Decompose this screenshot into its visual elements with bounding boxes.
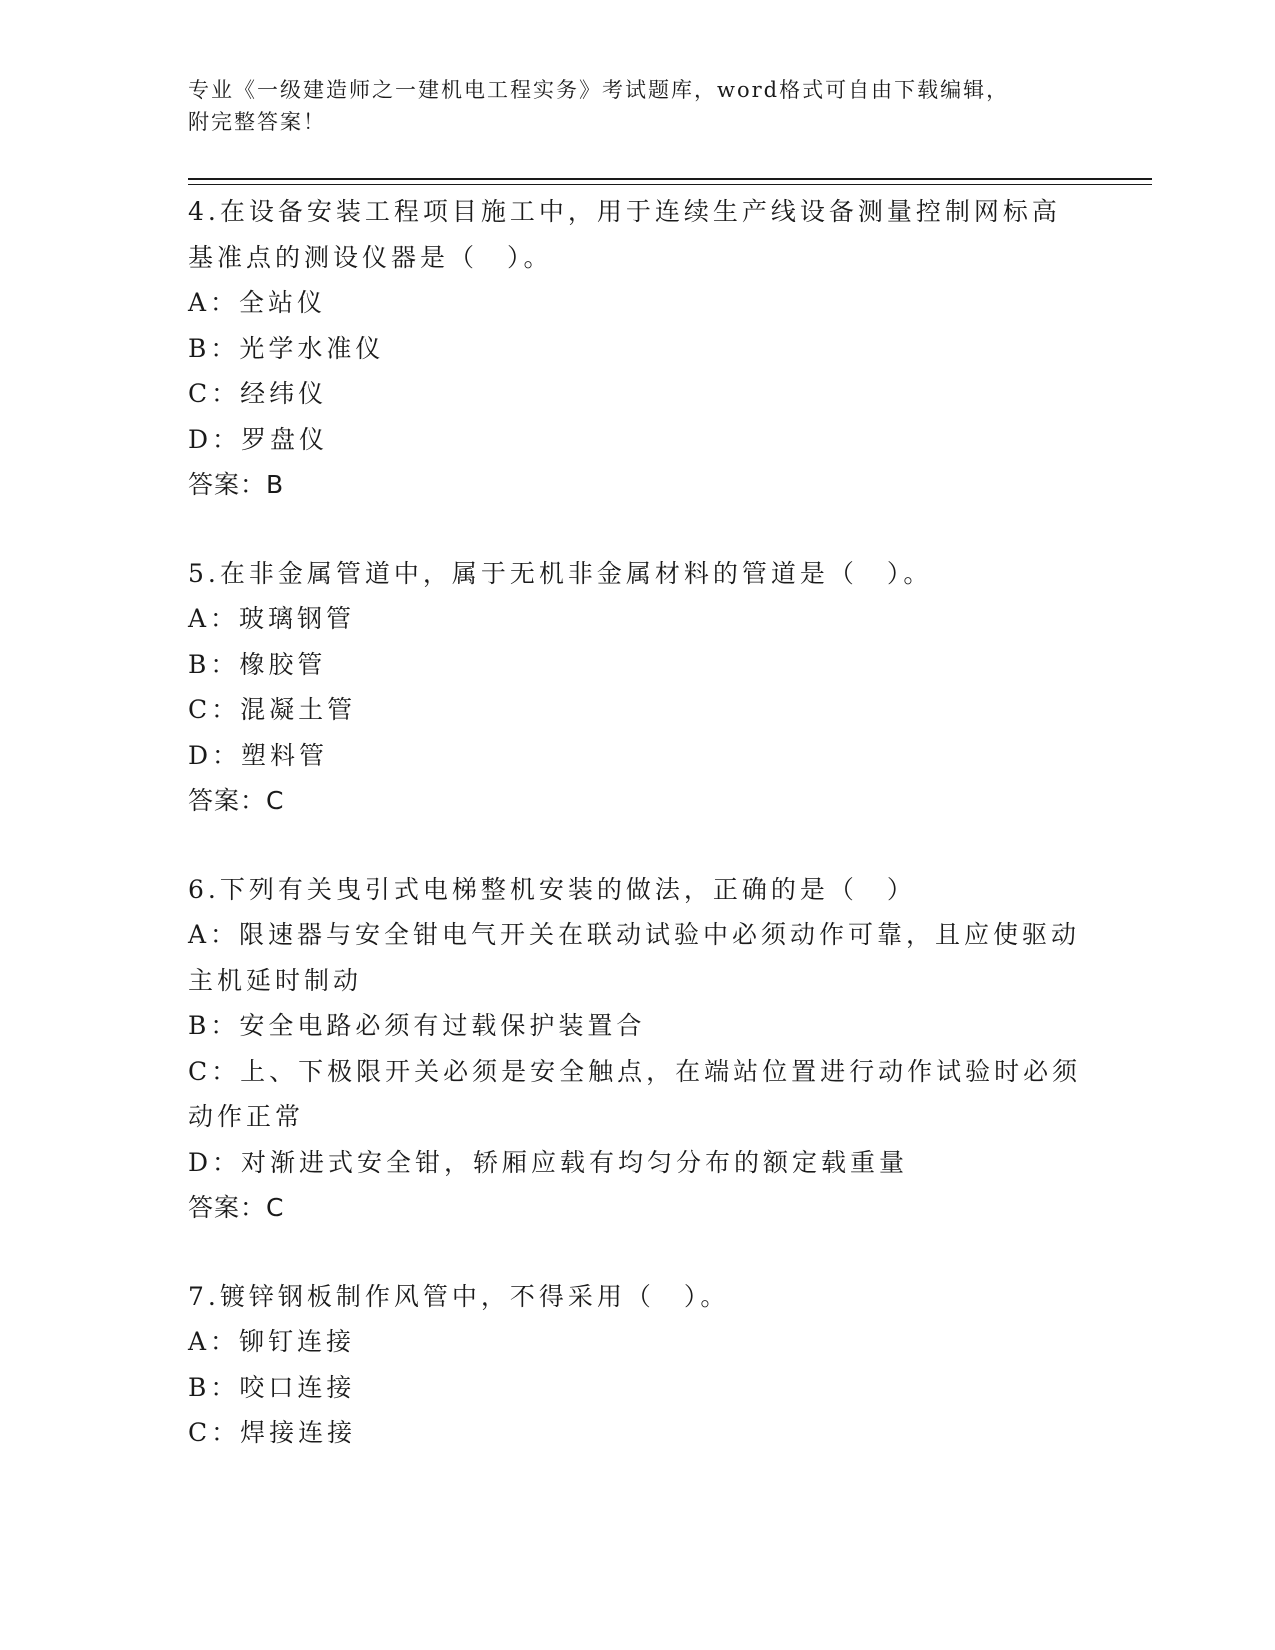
correct-answer: 答案：C [188,1193,285,1222]
question-stem-line: 6.下列有关曳引式电梯整机安装的做法，正确的是（ ） [188,874,916,904]
answer-option-line: B：橡胶管 [188,649,327,679]
correct-answer: 答案：B [188,470,285,499]
question-block [188,1274,1088,1456]
answer-option-line: A：全站仪 [188,288,327,317]
header-title-line-1: 专业《一级建造师之一建机电工程实务》考试题库，word格式可自由下载编辑， [188,78,1010,102]
header-title-line-2: 附完整答案！ [188,110,326,134]
question-block [188,867,1088,1231]
answer-option-line: B：安全电路必须有过载保护装置合 [188,1011,646,1040]
answer-option-line: D：塑料管 [188,740,329,770]
answer-option-line: A：铆钉连接 [188,1327,356,1356]
correct-answer: 答案：C [188,786,285,815]
document-header [188,74,1068,138]
question-block [188,551,1088,824]
answer-option-line: B：光学水准仪 [188,333,385,363]
answer-option-line: B：咬口连接 [188,1372,356,1402]
answer-option-line: 动作正常 [188,1102,305,1131]
question-stem-line: 4.在设备安装工程项目施工中，用于连续生产线设备测量控制网标高 [188,197,1061,226]
answer-option-line: A：限速器与安全钳电气开关在联动试验中必须动作可靠，且应使驱动 [188,920,1081,949]
question-stem-line: 基准点的测设仪器是（ ）。 [188,242,553,272]
question-stem-line: 5.在非金属管道中，属于无机非金属材料的管道是（ ）。 [188,558,933,588]
header-divider-thin [188,184,1152,185]
answer-option-line: C：焊接连接 [188,1418,357,1447]
question-list [188,189,1088,1499]
answer-option-line: A：玻璃钢管 [188,604,356,633]
answer-option-line: C：经纬仪 [188,379,328,408]
answer-option-line: D：对渐进式安全钳，轿厢应载有均匀分布的额定载重量 [188,1147,909,1177]
question-stem-line: 7.镀锌钢板制作风管中，不得采用（ ）。 [188,1281,730,1311]
question-block [188,189,1088,508]
answer-option-line: C：上、下极限开关必须是安全触点，在端站位置进行动作试验时必须 [188,1056,1082,1086]
answer-option-line: 主机延时制动 [188,965,363,995]
header-divider-thick [188,178,1152,180]
answer-option-line: C：混凝土管 [188,695,357,724]
answer-option-line: D：罗盘仪 [188,424,329,454]
